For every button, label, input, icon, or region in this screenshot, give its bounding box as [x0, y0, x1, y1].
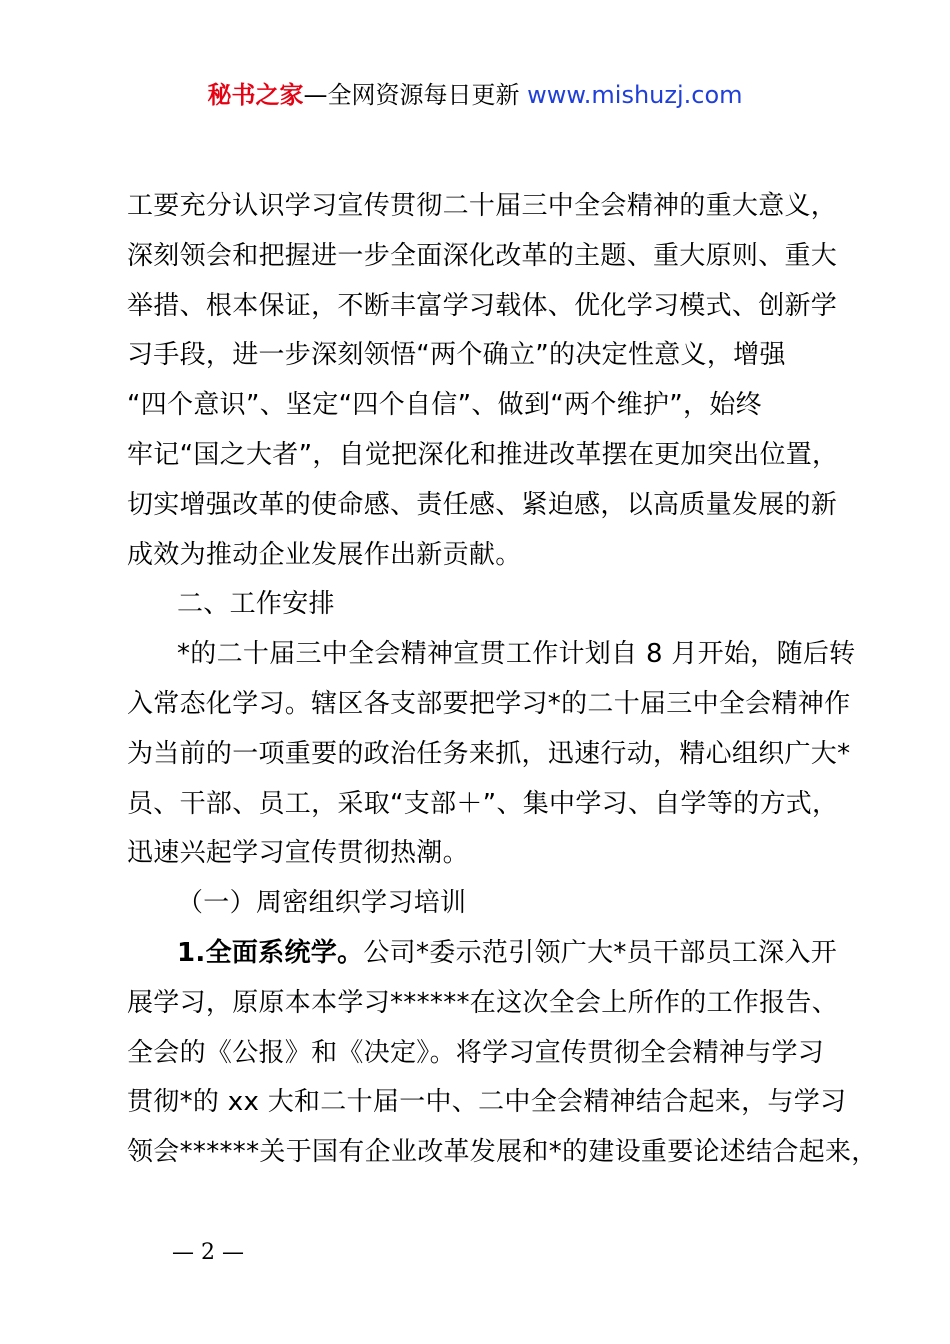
site-header — [0, 78, 950, 112]
bold-lead: 1.全面系统学。 — [177, 937, 364, 968]
body-line: 为当前的一项重要的政治任务来抓，迅速行动，精心组织广大* — [127, 738, 851, 769]
site-url-link[interactable]: www.mishuzj.com — [527, 81, 743, 109]
body-line-text: 公司*委示范引领广大*员干部员工深入开 — [363, 937, 838, 968]
body-line: *的二十届三中全会精神宣贯工作计划自 8 月开始，随后转 — [177, 639, 856, 670]
header-tagline: —全网资源每日更新 — [303, 81, 520, 109]
body-line: 领会******关于国有企业改革发展和*的建设重要论述结合起来， — [127, 1137, 878, 1168]
body-line: 工要充分认识学习宣传贯彻二十届三中全会精神的重大意义， — [127, 191, 838, 221]
body-line: 员、干部、员工，采取“支部＋”、集中学习、自学等的方式， — [127, 788, 839, 819]
body-line: 举措、根本保证，不断丰富学习载体、优化学习模式、创新学 — [127, 290, 838, 321]
body-line: “四个意识”、坚定“四个自信”、做到“两个维护”，始终 — [127, 390, 762, 421]
section-heading: 二、工作安排 — [177, 589, 335, 620]
subsection-heading: （一）周密组织学习培训 — [177, 888, 467, 919]
body-line: 展学习，原原本本学习******在这次全会上所作的工作报告、 — [127, 987, 839, 1018]
body-line: 入常态化学习。辖区各支部要把学习*的二十届三中全会精神作 — [127, 688, 851, 719]
body-line: 迅速兴起学习宣传贯彻热潮。 — [127, 838, 469, 869]
body-line: 切实增强改革的使命感、责任感、紧迫感，以高质量发展的新 — [127, 489, 838, 520]
body-line: 贯彻*的 xx 大和二十届一中、二中全会精神结合起来，与学习 — [127, 1087, 847, 1118]
body-line: 牢记“国之大者”，自觉把深化和推进改革摆在更加突出位置， — [127, 439, 839, 470]
body-line: 深刻领会和把握进一步全面深化改革的主题、重大原则、重大 — [127, 240, 838, 271]
body-line: 全会的《公报》和《决定》。将学习宣传贯彻全会精神与学习 — [127, 1037, 825, 1068]
brand-name: 秘书之家 — [207, 81, 304, 109]
page-number: — 2 — — [172, 1240, 244, 1265]
body-line: 成效为推动企业发展作出新贡献。 — [127, 539, 522, 570]
body-line — [127, 929, 862, 979]
document-body — [127, 182, 878, 1178]
body-line: 习手段，进一步深刻领悟“两个确立”的决定性意义，增强 — [127, 340, 786, 371]
